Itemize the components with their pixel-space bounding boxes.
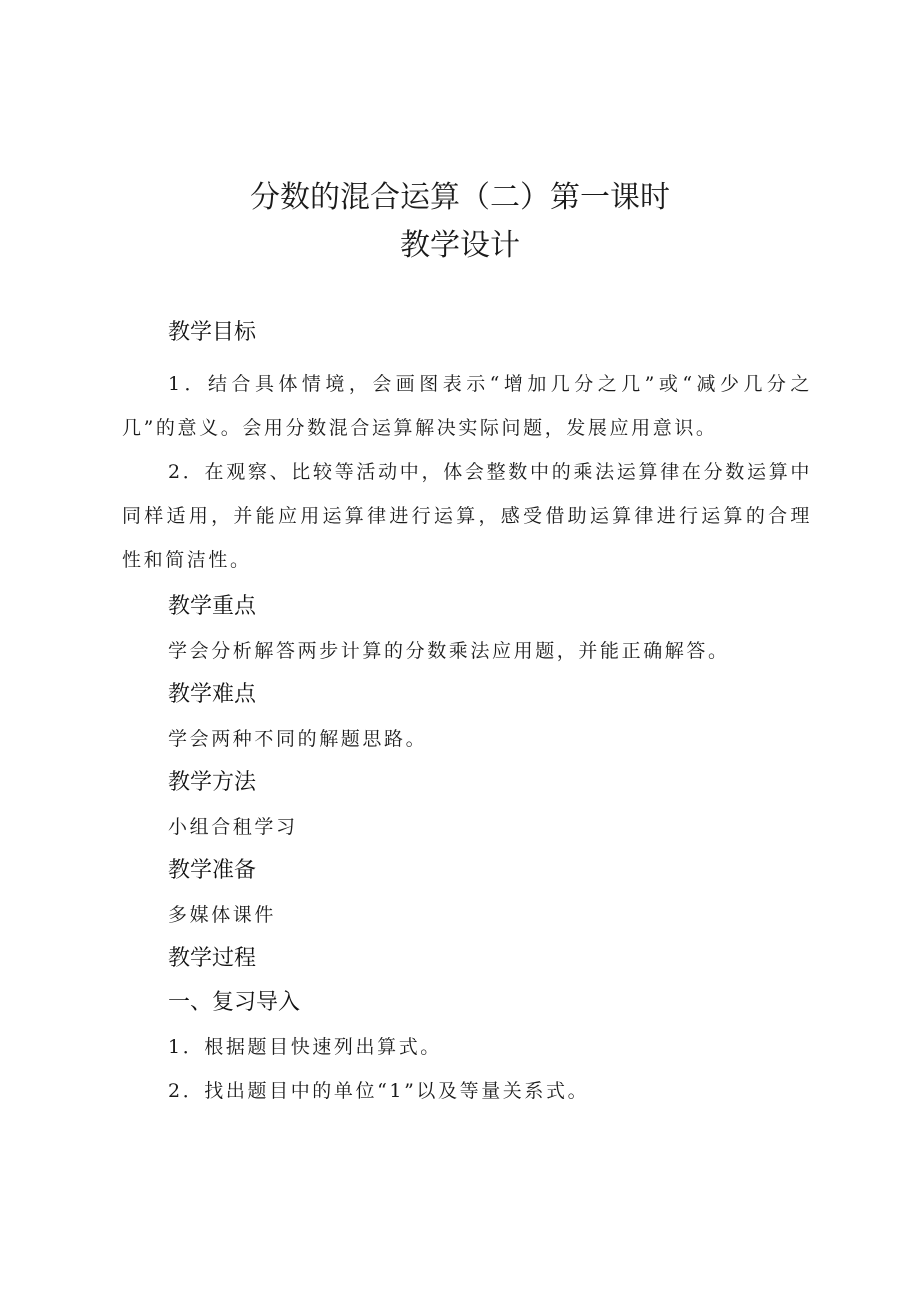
method-text: 小组合租学习: [168, 816, 298, 838]
document-title: 分数的混合运算（二）第一课时: [250, 180, 670, 215]
process-item-1: 1．根据题目快速列出算式。: [168, 1036, 442, 1058]
section-heading-difficulty: 教学难点: [168, 682, 257, 707]
process-subheading: 一、复习导入: [168, 990, 301, 1015]
section-heading-preparation: 教学准备: [168, 858, 257, 883]
document-subtitle: 教学设计: [400, 228, 520, 263]
section-heading-process: 教学过程: [168, 946, 257, 971]
section-heading-key-point: 教学重点: [168, 594, 257, 619]
process-item-2: 2．找出题目中的单位“1”以及等量关系式。: [168, 1080, 590, 1102]
goal-item-1: 1．结合具体情境，会画图表示“增加几分之几”或“减少几分之几”的意义。会用分数混合运算解决实际问题，发展应用意识。: [122, 373, 812, 439]
goal-item-2: 2．在观察、比较等活动中，体会整数中的乘法运算律在分数运算中同样适用，并能应用运算律进行运算，感受借助运算律进行运算的合理性和简洁性。: [122, 461, 812, 571]
difficulty-text: 学会两种不同的解题思路。: [168, 728, 428, 750]
preparation-text: 多媒体课件: [168, 904, 277, 926]
document-body: [122, 318, 812, 1120]
key-point-text: 学会分析解答两步计算的分数乘法应用题，并能正确解答。: [168, 640, 730, 662]
section-heading-goals: 教学目标: [168, 320, 257, 345]
section-heading-method: 教学方法: [168, 770, 257, 795]
